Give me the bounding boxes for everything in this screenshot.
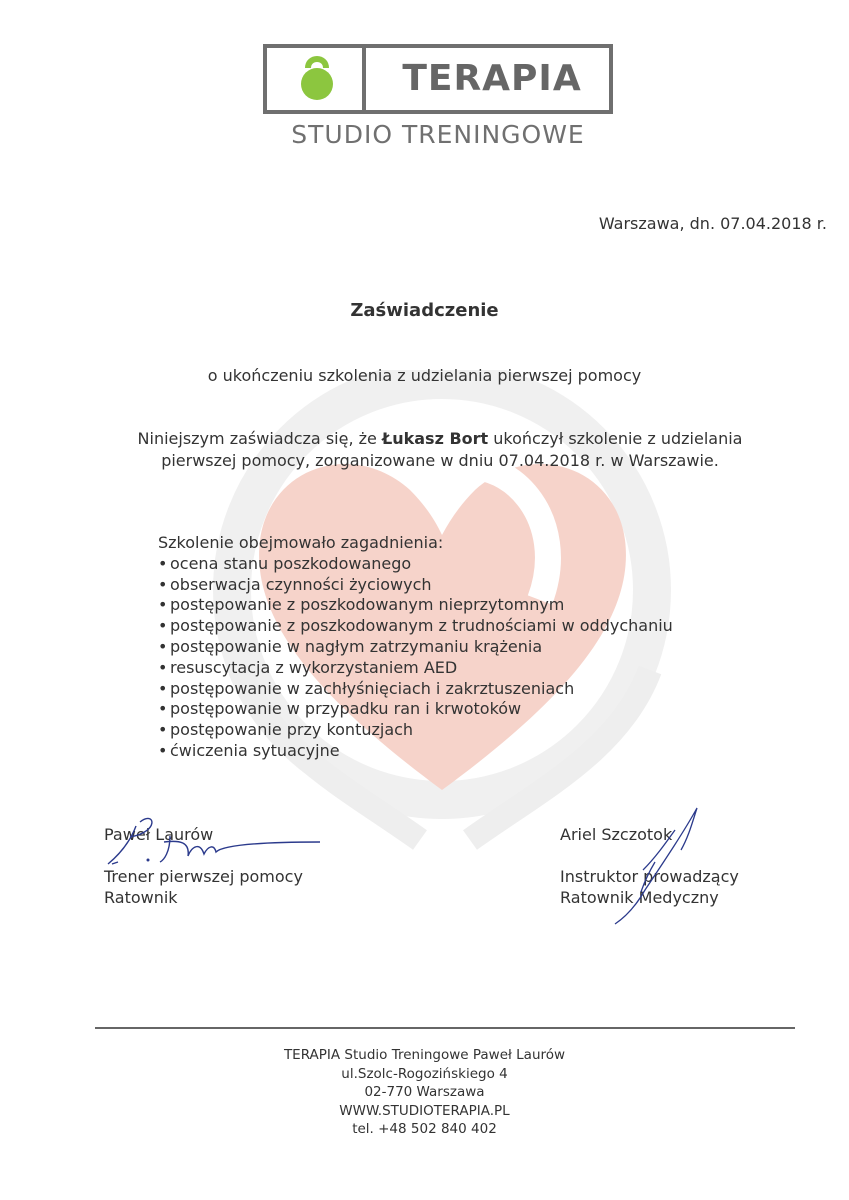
certificate-body bbox=[60, 428, 820, 472]
bullet: • bbox=[158, 574, 168, 594]
topic-text: postępowanie w zachłyśnięciach i zakrztuszeniach bbox=[170, 678, 575, 698]
body-mid: ukończył szkolenie z udzielania bbox=[488, 429, 743, 448]
bullet: • bbox=[158, 595, 168, 615]
bullet: • bbox=[158, 720, 168, 740]
logo-divider bbox=[362, 48, 366, 110]
document-subtitle: o ukończeniu szkolenia z udzielania pierwszej pomocy bbox=[207, 366, 642, 385]
topic-text: resuscytacja z wykorzystaniem AED bbox=[170, 657, 458, 677]
topics-list bbox=[158, 533, 673, 762]
topic-text: obserwacja czynności życiowych bbox=[170, 574, 432, 594]
list-item bbox=[158, 554, 673, 575]
list-item bbox=[158, 658, 673, 679]
logo-frame bbox=[263, 44, 613, 114]
signer-role-right-1: Instruktor prowadzący bbox=[560, 867, 739, 886]
logo-subtitle: STUDIO TRENINGOWE bbox=[291, 120, 585, 149]
signer-role-right-2: Ratownik Medyczny bbox=[560, 888, 719, 907]
signer-name-right: Ariel Szczotok bbox=[560, 825, 673, 844]
footer-website: WWW.STUDIOTERAPIA.PL bbox=[339, 1102, 510, 1119]
bullet: • bbox=[158, 678, 168, 698]
kettlebell-icon bbox=[299, 54, 335, 102]
footer-city: 02-770 Warszawa bbox=[364, 1084, 485, 1100]
topic-text: ćwiczenia sytuacyjne bbox=[170, 740, 340, 760]
list-item bbox=[158, 720, 673, 741]
topics-items bbox=[158, 554, 673, 762]
topic-text: ocena stanu poszkodowanego bbox=[170, 553, 412, 573]
list-item bbox=[158, 741, 673, 762]
footer-address bbox=[0, 1046, 849, 1139]
bullet: • bbox=[158, 616, 168, 636]
topic-text: postępowanie z poszkodowanym nieprzytomnym bbox=[170, 595, 565, 615]
body-line2: pierwszej pomocy, zorganizowane w dniu 07.04.2018 r. w Warszawie. bbox=[161, 451, 719, 470]
recipient-name: Łukasz Bort bbox=[381, 429, 489, 448]
signer-role-left-2: Ratownik bbox=[104, 888, 178, 907]
place-date: Warszawa, dn. 07.04.2018 r. bbox=[598, 214, 827, 233]
list-item bbox=[158, 699, 673, 720]
document-title: Zaświadczenie bbox=[350, 300, 499, 321]
signer-name-left: Paweł Laurów bbox=[104, 825, 214, 844]
logo-brand: TERAPIA bbox=[402, 58, 582, 99]
signer-role-left-1: Trener pierwszej pomocy bbox=[104, 867, 303, 886]
body-pre: Niniejszym zaświadcza się, że bbox=[137, 429, 382, 448]
list-item bbox=[158, 637, 673, 658]
handwritten-signature-left bbox=[100, 812, 330, 872]
list-item bbox=[158, 616, 673, 637]
list-item bbox=[158, 575, 673, 596]
bullet: • bbox=[158, 553, 168, 573]
bullet: • bbox=[158, 699, 168, 719]
topic-text: postępowanie w nagłym zatrzymaniu krążenia bbox=[170, 636, 543, 656]
footer-company: TERAPIA Studio Treningowe Paweł Laurów bbox=[283, 1047, 566, 1063]
bullet: • bbox=[158, 657, 168, 677]
topic-text: postępowanie z poszkodowanym z trudnościami w oddychaniu bbox=[170, 616, 673, 636]
bullet: • bbox=[158, 636, 168, 656]
bullet: • bbox=[158, 740, 168, 760]
list-item bbox=[158, 595, 673, 616]
footer-phone: tel. +48 502 840 402 bbox=[352, 1121, 497, 1137]
list-item bbox=[158, 679, 673, 700]
footer-divider bbox=[95, 1027, 795, 1029]
footer-street: ul.Szolc-Rogozińskiego 4 bbox=[341, 1065, 508, 1082]
topic-text: postępowanie w przypadku ran i krwotoków bbox=[170, 699, 522, 719]
handwritten-signature-right bbox=[585, 800, 715, 930]
topics-intro: Szkolenie obejmowało zagadnienia: bbox=[158, 533, 444, 552]
topic-text: postępowanie przy kontuzjach bbox=[170, 720, 414, 740]
